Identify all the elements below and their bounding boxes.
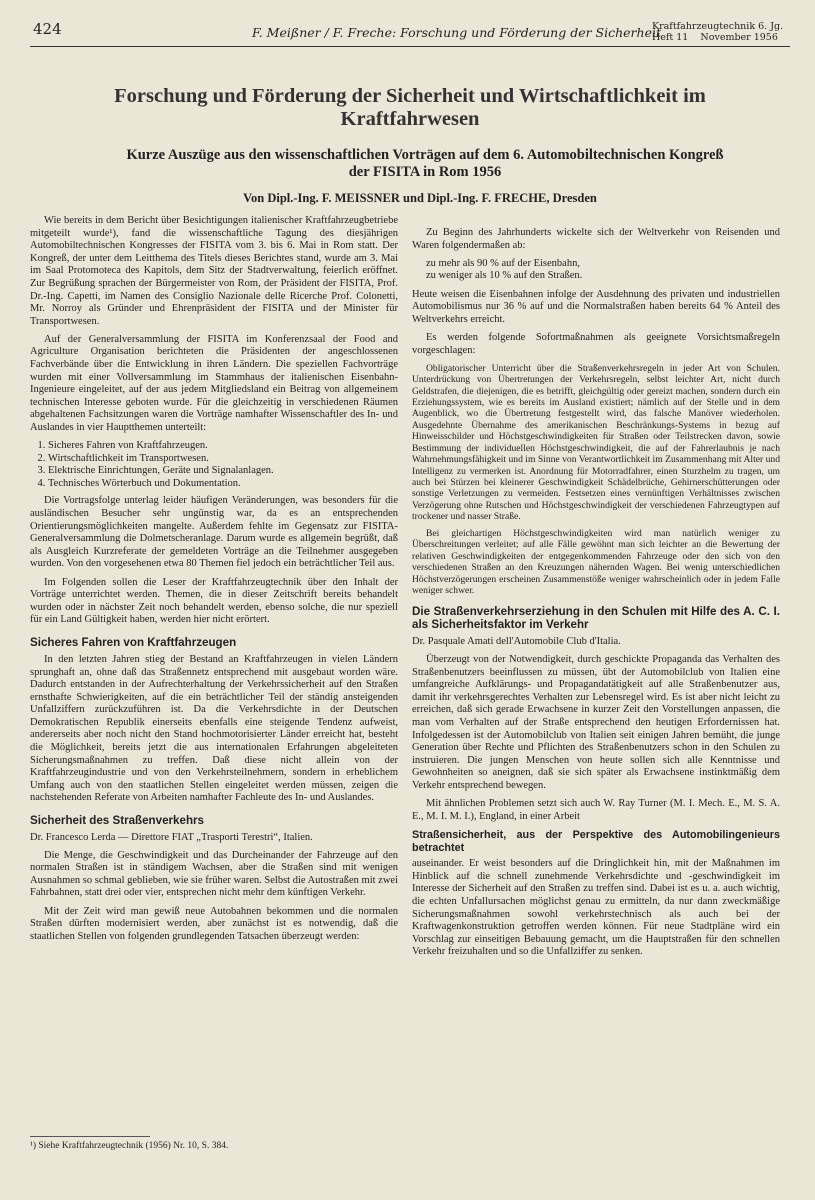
- journal-info: [652, 21, 783, 43]
- running-title: F. Meißner / F. Freche: Forschung und Förderung der Sicherheit: [252, 25, 662, 40]
- paragraph: Auf der Generalversammlung der FISITA im Konferenzsaal der Food and Agriculture Organisation berichteten die Präsidenten der angeschlossenen Fachverbände über die Entwicklung in ihren Ländern. Die speziellen Fachvorträge wurden mit einer Vollversammlung im Stammhaus der italienischen Eisenbahn-Ingenieure eingeleitet, auf der aus jedem Mitgliedsland ein Beitrag von allgemeinem technischen Interesse geboten wurde. Für die gleichzeitig in verschiedenen Räumen abgehaltenen Fachsitzungen waren die Vorträge namhafter Wissenschaftler des In- und Auslandes in vier Hauptthemen unterteilt:: [30, 333, 398, 433]
- topic-item: 1. Sicheres Fahren von Kraftfahrzeugen.: [48, 440, 398, 453]
- topic-item: 2. Wirtschaftlichkeit im Transportwesen.: [48, 453, 398, 466]
- page-header: [30, 20, 790, 47]
- footnote-rule: [30, 1136, 150, 1137]
- paragraph: Wie bereits in dem Bericht über Besichtigungen italienischer Kraftfahrzeugbetriebe mitgeteilt wurde¹), fand die wissenschaftliche Tagung des diesjährigen Automobiltechnischen Kongresses der FISITA vom 3. bis 6. Mai in Rom statt. Der Kongreß, der unter dem Leitthema des Titels dieses Berichtes stand, wurde am 3. Mai im Saal Protomoteca des Kapitols, dem Sitz der Stadtverwaltung, feierlich eröffnet. Zur Begrüßung sprachen der Bürgermeister von Rom, der Präsident der FISITA, Prof. Dr.-Ing. Capetti, im Namen des Consiglio Nazionale delle Ricerche Prof. Colonetti, Mr. Norroy als Gründer und Ehrenpräsident der FISITA und der Minister für Transportwesen.: [30, 215, 398, 327]
- journal-volume: Kraftfahrzeugtechnik 6. Jg.: [652, 21, 784, 32]
- paragraph: Im Folgenden sollen die Leser der Kraftfahrzeugtechnik über den Inhalt der Vorträge unterrichtet werden. Themen, die in dieser Zeitschrift bereits behandelt wurden oder in nächster Zeit noch behandelt werden, ebenso solche, die nur speziell für ein Land Gültigkeit haben, werden hier nicht erörtert.: [30, 576, 398, 626]
- topic-list: [48, 440, 398, 490]
- paragraph: In den letzten Jahren stieg der Bestand an Kraftfahrzeugen in vielen Ländern sprunghaft an, ohne daß das Straßennetz entsprechend mit ausgebaut worden wäre. Dadurch entstanden in der Aufrechterhaltung der Verkehrssicherheit auf den Straßen ernsthafte Schwierigkeiten, auf die ein beträchtlicher Teil der ständig ansteigenden Unfallziffern zurückzuführen ist. Da die Verkehrsdichte in der Deutschen Demokratischen Republik einerseits ebenfalls eine steigende Tendenz aufweist, andererseits aber noch nicht den Stand hochmotorisierter Länder erreicht hat, besteht die Möglichkeit, bereits jetzt die aus internationalen Erfahrungen abgeleiteten Sicherungsmaßnahmen zu treffen. Daß diese nicht allein von der Kraftfahrzeugindustrie und von den Verkehrsteilnehmern, sondern in erheblichem Umfang auch von den staatlichen Stellen eingeleitet werden müssen, zeigen die nachstehenden Referate von Arbeiten namhafter Fachleute des In- und Auslandes.: [30, 653, 398, 804]
- paragraph: Die Vortragsfolge unterlag leider häufigen Veränderungen, was besonders für die ausländischen Besucher sehr ungünstig war, da es an entsprechenden Orientierungsmöglichkeiten mangelte. Außerdem fehlte im Gegensatz zur FISITA-Generalversammlung die Dolmetscheranlage. Darum wurde es allgemein begrüßt, daß als Ausgleich Kurzreferate der gemeldeten Vorträge an die Teilnehmer ausgegeben wurden. Von den vorgesehenen etwa 80 Themen fiel jedoch ein beträchtlicher Teil aus.: [30, 495, 398, 570]
- speaker-line: Dr. Pasquale Amati dell'Automobile Club d'Italia.: [412, 636, 621, 648]
- subsection-heading: Straßensicherheit, aus der Perspektive des Automobilingenieurs betrachtet: [412, 829, 780, 854]
- footnote-text: ¹) Siehe Kraftfahrzeugtechnik (1956) Nr. 10, S. 384.: [30, 1141, 229, 1151]
- topic-item: 3. Elektrische Einrichtungen, Geräte und Signalanlagen.: [48, 465, 398, 478]
- article-authors: Von Dipl.-Ing. F. MEISSNER und Dipl.-Ing. F. FRECHE, Dresden: [243, 191, 597, 205]
- speaker-line: Dr. Francesco Lerda — Direttore FIAT „Trasporti Terestri“, Italien.: [30, 832, 313, 844]
- section-heading: Die Straßenverkehrserziehung in den Schulen mit Hilfe des A. C. I. als Sicherheitsfaktor im Verkehr: [412, 605, 780, 632]
- paragraph: Zu Beginn des Jahrhunderts wickelte sich der Weltverkehr von Reisenden und Waren folgendermaßen ab:: [412, 227, 780, 251]
- article-subtitle: Kurze Auszüge aus den wissenschaftlichen Vorträgen auf dem 6. Automobiltechnischen Kongreß der FISITA in Rom 1956: [126, 147, 724, 180]
- footnote: [30, 1136, 398, 1151]
- percent-item: zu weniger als 10 % auf den Straßen.: [426, 270, 583, 282]
- paragraph: Mit ähnlichen Problemen setzt sich auch W. Ray Turner (M. I. Mech. E., M. S. A. E., M. I. M. I.), England, in einer Arbeit: [412, 798, 780, 822]
- paragraph: Überzeugt von der Notwendigkeit, durch geschickte Propaganda das Verhalten des Straßenbenutzers beeinflussen zu müssen, übt der Automobilclub von Italien eine umfangreiche Aufklärungs- und Propagandatätigkeit auf alle Straßenbenutzer aus, damit ihr verkehrsgerechtes Verhalten zur Lebensregel wird. Es ist aber nicht leicht zu erreichen, daß sich gerade Erwachsene in kurzer Zeit den Vorstellungen anpassen, die man vom Verhalten auf der Straße entsprechend den heutigen Erfordernissen hat. Infolgedessen ist der Automobilclub von Italien seit einigen Jahren bemüht, die junge Generation über Rechte und Pflichten des Straßenbenutzers schon in den Schulen zu instruieren. Die jungen Menschen von heute sollen sich alle Kenntnisse und Gewohnheiten so aneignen, daß sie sich später als Erwachsene instinktmäßig dem Verkehr entsprechend bewegen.: [412, 654, 780, 791]
- paragraph: Bei gleichartigen Höchstgeschwindigkeiten wird man natürlich weniger zu Überschreitungen verleitet; auf alle Fälle gewöhnt man sich leichter an die Bewertung der relativen Geschwindigkeiten der entgegenkommenden Fahrzeuge oder den sich von den verschiedenen Straßen an den Kreuzungen nähernden Wagen. Bei wenig unterschiedlichen Höchstverzögerungen erscheinen Zusammenstöße weniger wahrscheinlich oder in jedem Falle weniger schwer.: [412, 528, 780, 597]
- paragraph: Es werden folgende Sofortmaßnahmen als geeignete Vorsichtsmaßregeln vorgeschlagen:: [412, 332, 780, 356]
- percent-list: [426, 258, 780, 283]
- topic-item: 4. Technisches Wörterbuch und Dokumentation.: [48, 478, 398, 491]
- page-number: 424: [33, 20, 62, 38]
- paragraph: Mit der Zeit wird man gewiß neue Autobahnen bekommen und die normalen Straßen dürften modernisiert werden, aber zunächst ist es notwendig, daß die staatlichen Stellen von folgenden grundlegenden Tatsachen überzeugt werden:: [30, 905, 398, 942]
- left-column: [30, 215, 398, 949]
- section-heading: Sicherheit des Straßenverkehrs: [30, 814, 204, 828]
- paragraph: Die Menge, die Geschwindigkeit und das Durcheinander der Fahrzeuge auf den normalen Straßen ist in ständigem Wachsen, aber die Straßen sind mit wenigen Ausnahmen so schmal geblieben, wie sie früher waren. Selbst die Autostraßen mit zwei Fahrbahnen, statt drei oder vier, entsprechen nicht mehr dem künftigen Verkehr.: [30, 849, 398, 899]
- right-column: [412, 227, 780, 965]
- journal-issue: Heft 11 November 1956: [652, 32, 778, 43]
- percent-item: zu mehr als 90 % auf der Eisenbahn,: [426, 257, 580, 269]
- section-heading: Sicheres Fahren von Kraftfahrzeugen: [30, 635, 237, 649]
- paragraph: Obligatorischer Unterricht über die Straßenverkehrsregeln in jeder Art von Schulen. Unterdrückung von Übertretungen der Verkehrsregeln, selbst leichter Art, nicht durch Geldstrafen, die diejenigen, die es betrifft, gleichgültig oder gereizt machen, sondern durch ein Erziehungssystem, wie es bereits im Ausland existiert; nämlich auf der Stelle und in dem Augenblick, wo die Übertretung festgestellt wird, das falsche Manöver wiederholen. Ausgedehnte Übernahme des amerikanischen Beschränkungs-Systems in bezug auf Hinweisschilder und Höchstgeschwindigkeiten für Straßen oder Teilstrecken davon, sowie Bestimmung der individuellen Höchstgeschwindigkeit, die auf der Fahrerlaubnis je nach Wahrnehmungsfähigkeit und im Sinne von Verantwortlichkeit im Zusammenhang mit Alter und Intelligenz zu vermerken ist. Anordnung für Motorradfahrer, einen Sturzhelm zu tragen, um auch bei Stürzen bei kleinerer Geschwindigkeit Schädelbrüche, Gehirnerschütterungen oder sonstige Verletzungen zu vermeiden. Festsetzen eines vernünftigen Verhältnisses zwischen Verzögerung ohne Rutschen und Höchstgeschwindigkeit der verschiedenen Fahrzeugtypen auf trockener und nasser Straße.: [412, 362, 780, 523]
- paragraph: Heute weisen die Eisenbahnen infolge der Ausdehnung des privaten und industriellen Automobilismus nur 36 % auf und die Normalstraßen haben bereits 64 % Anteil des Weltverkehrs erreicht.: [412, 288, 780, 326]
- paragraph: auseinander. Er weist besonders auf die Dringlichkeit hin, mit der Maßnahmen im Hinblick auf die schnell zunehmende Verkehrsdichte und -geschwindigkeit im Interesse der Sicherheit auf den Straßen zu treffen sind. Dabei ist es u. a. auch wichtig, die echten Unfallursachen möglichst genau zu ermitteln, da nur dann zweckmäßige Sicherungsmaßnahmen sowohl verkehrstechnisch als auch bei der Kraftwagenkonstruktion getroffen werden können. Für neue Stadtpläne wird ein Vorschlag zur einseitigen Bebauung gemacht, um die Hauptstraßen für den schnellen Verkehr freizuhalten und so die Unfallziffer zu senken.: [412, 858, 780, 958]
- article-title: Forschung und Förderung der Sicherheit und Wirtschaftlichkeit im Kraftfahrwesen: [114, 85, 706, 130]
